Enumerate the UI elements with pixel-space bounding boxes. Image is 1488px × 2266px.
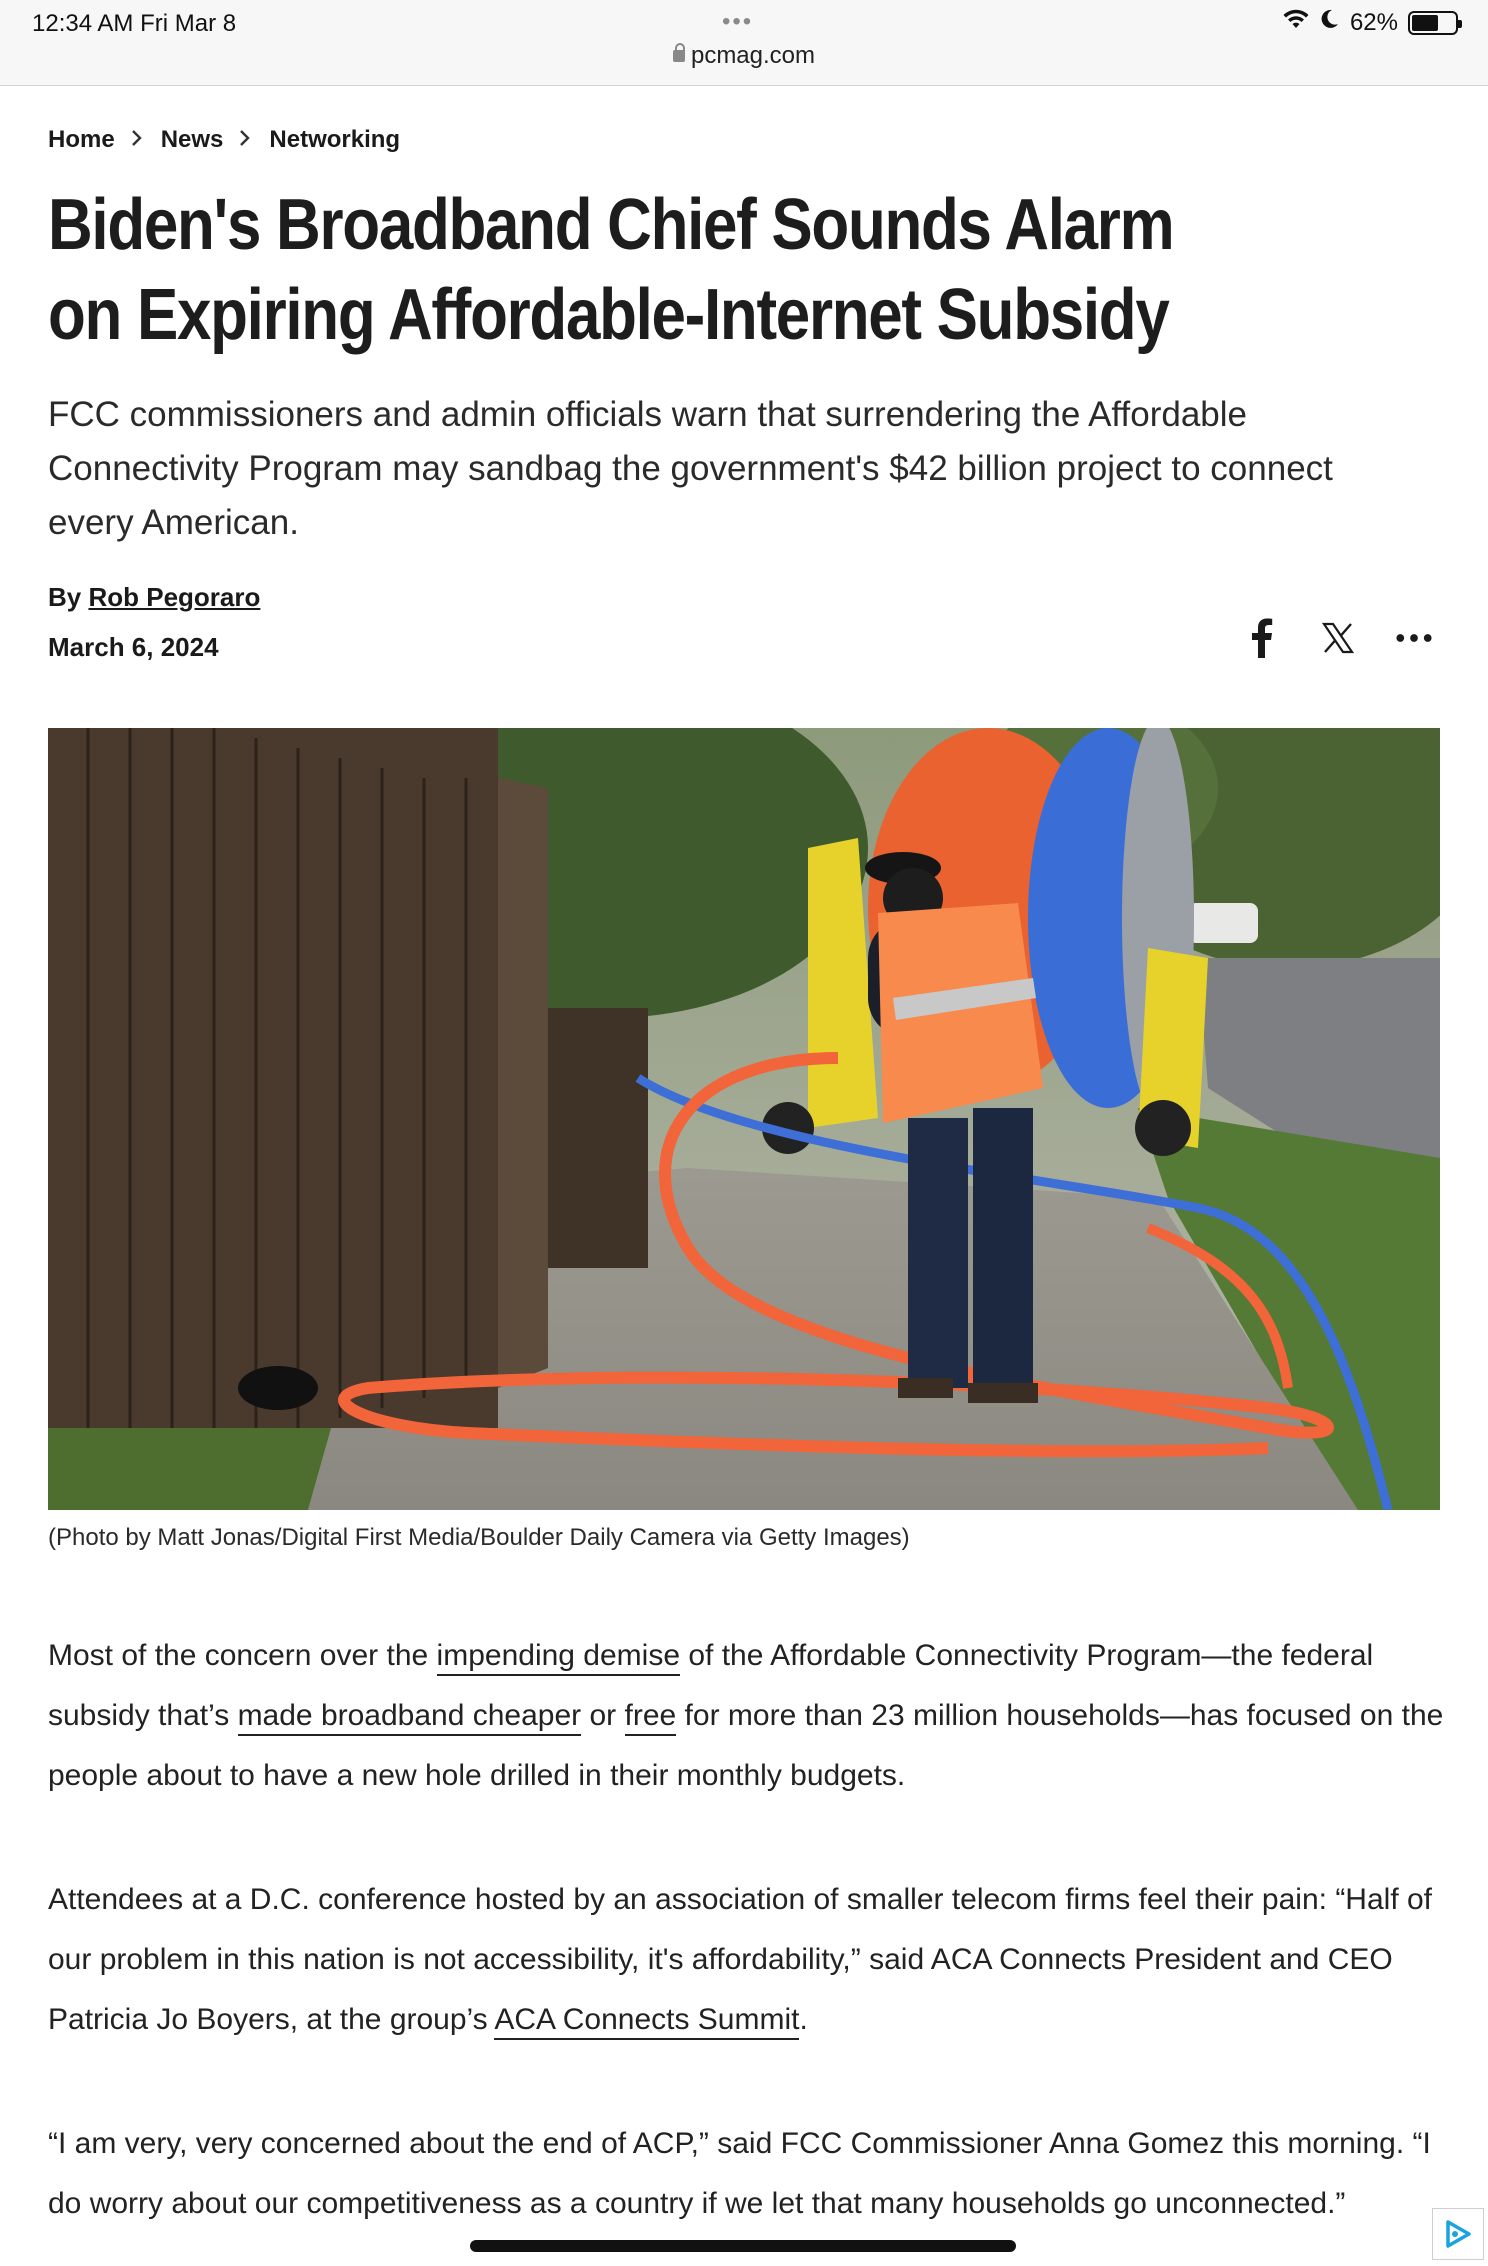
home-indicator[interactable] bbox=[470, 2240, 1016, 2252]
body-paragraph bbox=[48, 2114, 1448, 2234]
link-aca-connects-summit[interactable]: ACA Connects Summit bbox=[494, 2003, 799, 2040]
text-span: of the Affordable Connectivity Program—the federal subsidy that’s bbox=[48, 1639, 1374, 1732]
chevron-right-icon bbox=[239, 127, 251, 153]
battery-percent: 62% bbox=[1349, 8, 1398, 36]
moon-icon bbox=[1320, 8, 1340, 37]
lock-icon bbox=[673, 50, 685, 62]
link-impending-demise[interactable]: impending demise bbox=[437, 1639, 680, 1676]
x-icon[interactable] bbox=[1320, 620, 1356, 656]
chevron-right-icon bbox=[131, 127, 143, 153]
text-span: or bbox=[581, 1699, 625, 1732]
address-bar[interactable] bbox=[0, 42, 1488, 70]
article-dek: FCC commissioners and admin officials warn that surrendering the Affordable Connectivity Program may sandbag the government's $42 billion project to connect every American. bbox=[48, 395, 1333, 542]
browser-status-bar bbox=[0, 0, 1488, 86]
breadcrumb-news[interactable]: News bbox=[160, 126, 224, 153]
body-paragraph bbox=[48, 1626, 1448, 1806]
url-text: pcmag.com bbox=[690, 42, 816, 69]
facebook-icon[interactable] bbox=[1244, 620, 1280, 656]
multitasking-dots[interactable]: ••• bbox=[722, 8, 754, 35]
status-indicators bbox=[1282, 8, 1458, 37]
more-icon[interactable] bbox=[1396, 620, 1432, 656]
photo-caption: (Photo by Matt Jonas/Digital First Media/Boulder Daily Camera via Getty Images) bbox=[48, 1524, 910, 1551]
author-link[interactable]: Rob Pegoraro bbox=[88, 582, 261, 612]
battery-icon bbox=[1408, 11, 1458, 35]
status-time: 12:34 AM Fri Mar 8 bbox=[32, 10, 237, 37]
article-title: Biden's Broadband Chief Sounds Alarm on Expiring Affordable-Internet Subsidy bbox=[48, 185, 1174, 355]
text-span: for more than 23 million households—has focused on the people about to have a new hole drilled in their monthly budgets. bbox=[48, 1699, 1444, 1792]
link-free[interactable]: free bbox=[625, 1699, 677, 1736]
publish-date: March 6, 2024 bbox=[48, 632, 219, 662]
text-span: “I am very, very concerned about the end of ACP,” said FCC Commissioner Anna Gomez this morning. “I do worry about our competitiveness as a country if we let that many households go unconnected.” bbox=[48, 2127, 1431, 2220]
body-paragraph bbox=[48, 1870, 1448, 2050]
hero-photo bbox=[48, 728, 1440, 1510]
breadcrumb-networking[interactable]: Networking bbox=[269, 126, 401, 153]
byline bbox=[48, 582, 260, 613]
text-span: Attendees at a D.C. conference hosted by an association of smaller telecom firms feel their pain: “Half of our problem in this nation is not accessibility, it's affordability,” said ACA Connects President and CEO Patricia Jo Boyers, at the group’s bbox=[48, 1883, 1433, 2036]
breadcrumb bbox=[48, 126, 400, 154]
breadcrumb-home[interactable]: Home bbox=[48, 126, 115, 153]
battery-level bbox=[1412, 15, 1438, 31]
share-buttons bbox=[1244, 620, 1432, 656]
link-made-broadband-cheaper[interactable]: made broadband cheaper bbox=[238, 1699, 582, 1736]
text-span: Most of the concern over the bbox=[48, 1639, 437, 1672]
text-span: . bbox=[799, 2003, 808, 2036]
ad-choices-icon[interactable] bbox=[1432, 2208, 1484, 2260]
byline-prefix: By bbox=[48, 582, 89, 612]
wifi-icon bbox=[1282, 8, 1310, 37]
